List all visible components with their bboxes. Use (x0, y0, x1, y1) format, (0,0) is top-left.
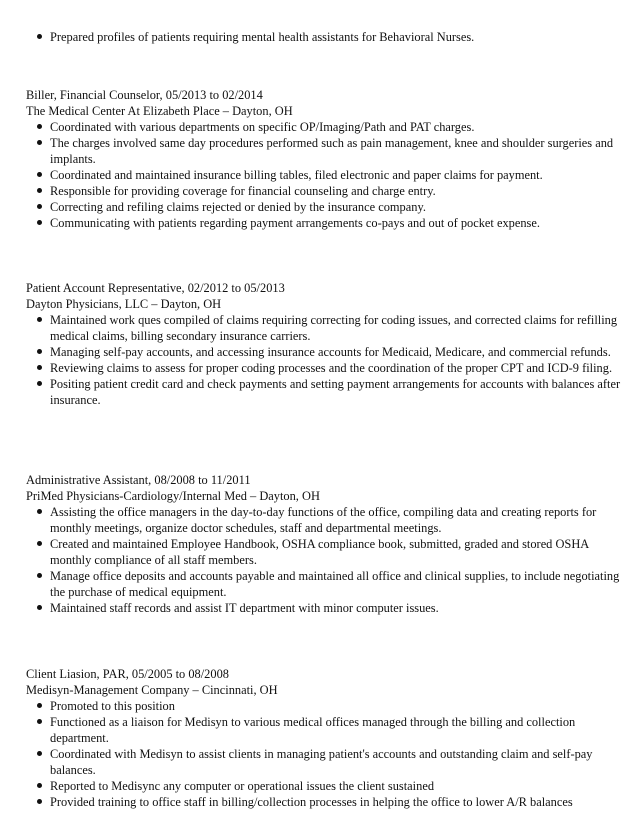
bullet-icon (37, 365, 42, 370)
list-item (26, 794, 626, 810)
list-item-text: Positing patient credit card and check payments and setting payment arrangements for accounts with balances after insurance. (50, 377, 621, 407)
list-item (26, 536, 626, 568)
job-title: Patient Account Representative, 02/2012 to 05/2013 (26, 281, 285, 295)
list-item-text: Correcting and refiling claims rejected or denied by the insurance company. (50, 200, 426, 214)
list-item-text: Coordinated with Medisyn to assist clients in managing patient's accounts and outstanding claim and self-pay balances. (50, 747, 593, 777)
job-entry-biller (26, 87, 626, 231)
list-item (26, 698, 626, 714)
bullet-list (26, 698, 626, 810)
bullet-icon (37, 381, 42, 386)
job-entry-client-liaison (26, 666, 626, 810)
job-title: Administrative Assistant, 08/2008 to 11/2011 (26, 473, 251, 487)
bullet-icon (37, 124, 42, 129)
list-item-text: Functioned as a liaison for Medisyn to various medical offices managed through the billing and collection department. (50, 715, 576, 745)
bullet-icon (37, 509, 42, 514)
job-entry-administrative-assistant (26, 472, 626, 616)
job-employer: Dayton Physicians, LLC – Dayton, OH (26, 297, 222, 311)
list-item-text: Assisting the office managers in the day-to-day functions of the office, compiling data and creating reports for monthly meetings, organize doctor schedules, staff and departmental meetings. (50, 505, 597, 535)
bullet-icon (37, 541, 42, 546)
previous-job-continuation (26, 29, 626, 45)
list-item (26, 199, 626, 215)
bullet-list (26, 29, 626, 45)
list-item-text: Coordinated and maintained insurance billing tables, filed electronic and paper claims for payment. (50, 168, 543, 182)
list-item-text: Created and maintained Employee Handbook, OSHA compliance book, submitted, graded and stored OSHA monthly compliance of all staff members. (50, 537, 589, 567)
list-item-text: Prepared profiles of patients requiring mental health assistants for Behavioral Nurses. (50, 30, 475, 44)
list-item (26, 746, 626, 778)
job-entry-patient-account (26, 280, 626, 408)
list-item (26, 504, 626, 536)
list-item (26, 215, 626, 231)
bullet-icon (37, 605, 42, 610)
list-item-text: The charges involved same day procedures performed such as pain management, knee and shoulder surgeries and implants. (50, 136, 614, 166)
list-item-text: Responsible for providing coverage for financial counseling and charge entry. (50, 184, 436, 198)
list-item (26, 568, 626, 600)
list-item-text: Manage office deposits and accounts payable and maintained all office and clinical supplies, to include negotiating the purchase of medical equipment. (50, 569, 620, 599)
bullet-icon (37, 799, 42, 804)
list-item-text: Maintained work ques compiled of claims requiring correcting for coding issues, and corrected claims for refilling medical claims, billing secondary insurance carriers. (50, 313, 618, 343)
list-item (26, 119, 626, 135)
list-item (26, 376, 626, 408)
bullet-icon (37, 349, 42, 354)
list-item (26, 312, 626, 344)
bullet-icon (37, 783, 42, 788)
list-item (26, 183, 626, 199)
list-item-text: Managing self-pay accounts, and accessing insurance accounts for Medicaid, Medicare, and commercial refunds. (50, 345, 611, 359)
job-employer: The Medical Center At Elizabeth Place – Dayton, OH (26, 104, 293, 118)
bullet-icon (37, 751, 42, 756)
bullet-list (26, 312, 626, 408)
bullet-list (26, 504, 626, 616)
list-item (26, 778, 626, 794)
bullet-list (26, 119, 626, 231)
list-item-text: Maintained staff records and assist IT department with minor computer issues. (50, 601, 439, 615)
list-item-text: Promoted to this position (50, 699, 175, 713)
bullet-icon (37, 220, 42, 225)
bullet-icon (37, 188, 42, 193)
list-item (26, 714, 626, 746)
list-item-text: Communicating with patients regarding payment arrangements co-pays and out of pocket expense. (50, 216, 540, 230)
job-employer: Medisyn-Management Company – Cincinnati, OH (26, 683, 278, 697)
list-item-text: Reported to Medisync any computer or operational issues the client sustained (50, 779, 435, 793)
bullet-icon (37, 172, 42, 177)
list-item (26, 360, 626, 376)
list-item (26, 344, 626, 360)
job-employer: PriMed Physicians-Cardiology/Internal Med – Dayton, OH (26, 489, 320, 503)
list-item-text: Provided training to office staff in billing/collection processes in helping the office to lower A/R balances (50, 795, 573, 809)
bullet-icon (37, 34, 42, 39)
list-item (26, 167, 626, 183)
bullet-icon (37, 573, 42, 578)
job-title: Client Liasion, PAR, 05/2005 to 08/2008 (26, 667, 229, 681)
bullet-icon (37, 317, 42, 322)
list-item (26, 135, 626, 167)
list-item (26, 600, 626, 616)
list-item (26, 29, 626, 45)
bullet-icon (37, 719, 42, 724)
bullet-icon (37, 703, 42, 708)
bullet-icon (37, 140, 42, 145)
list-item-text: Coordinated with various departments on specific OP/Imaging/Path and PAT charges. (50, 120, 475, 134)
bullet-icon (37, 204, 42, 209)
job-title: Biller, Financial Counselor, 05/2013 to 02/2014 (26, 88, 263, 102)
list-item-text: Reviewing claims to assess for proper coding processes and the coordination of the proper CPT and ICD-9 filing. (50, 361, 613, 375)
